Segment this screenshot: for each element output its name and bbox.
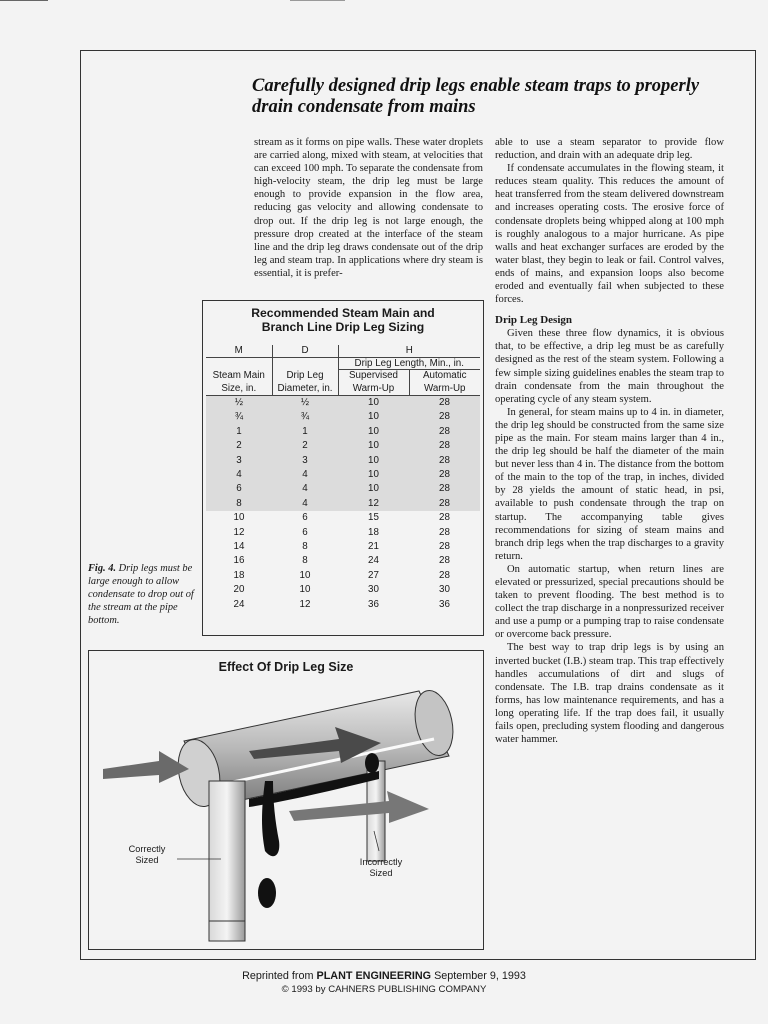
page-edge-rule-2 [290, 0, 345, 1]
body-column-right [495, 136, 724, 746]
steam-flow-arrow-right [289, 791, 429, 823]
table-row: 10 6 15 28 [233, 512, 450, 524]
table-letter-row [206, 345, 480, 358]
drip-leg-length-header: Drip Leg Length, Min., in. [338, 358, 480, 370]
table-title [203, 306, 483, 334]
header-cell: Steam Main [212, 369, 265, 381]
table-row: 8 4 12 28 [206, 497, 480, 511]
copyright-line: © 1993 by CAHNERS PUBLISHING COMPANY [281, 984, 487, 995]
header-cell: Supervised [338, 370, 409, 383]
reprint-credit [0, 970, 768, 982]
figure-caption [88, 562, 198, 627]
header-cell: Warm-Up [338, 382, 409, 396]
body-paragraph: If condensate accumulates in the flowing steam, it reduces steam quality. This reduces the amount of heat transferred from the steam delivered downstream and increases operating costs. The erosive force of condensate droplets being whipped along at 100 mph is roughly analogous to a major hurricane. As pipe walls and heat exchanger surfaces are eroded by the water blast, they begin to leak or fail. Control valves, ends of mains, and expansion loops also become eroded and eventually fail when subjected to these forces. [495, 163, 724, 306]
page-edge-rule [0, 0, 48, 1]
figure-number: Fig. 4. [88, 563, 117, 574]
steam-flow-arrow-left [103, 751, 189, 783]
header-cell: Warm-Up [409, 382, 480, 396]
body-paragraph: The best way to trap drip legs is by using an inverted bucket (I.B.) steam trap. This trap effectively handles accumulations of dirt and slugs of condensate. The I.B. trap drains condensate as it forms, has low maintenance requirements, and has a long operating life. If the trap does fail, it usually fails open, precluding system flooding and dangerous water hammer. [495, 642, 724, 746]
table-row: 6 4 10 28 [206, 482, 480, 496]
table-title-line2: Branch Line Drip Leg Sizing [261, 320, 425, 334]
table-row: 20 10 30 30 [233, 584, 450, 596]
table-row: 3 3 10 28 [206, 454, 480, 468]
header-cell: Drip Leg [272, 370, 338, 383]
table-row: 14 8 21 28 [233, 541, 450, 553]
table-header-row [206, 370, 480, 383]
table-row: 1 1 10 28 [206, 425, 480, 439]
body-paragraph: Given these three flow dynamics, it is obvious that, to be effective, a drip leg must be as carefully designed as the rest of the steam system. Following a few simple sizing guidelines enables the steam trap to drain condensate from the main throughout the operating cycle of any steam system. [495, 328, 724, 405]
drip-leg-figure [88, 650, 484, 950]
body-paragraph: stream as it forms on pipe walls. These water droplets are carried along, mixed with steam, at velocities that can exceed 100 mph. To separate the condensate from high-velocity steam, the drip leg must be large enough to provide expansion in the flow area, reducing gas velocity and allowing condensate to drop out. If the drip leg is not large enough, the pressure drop created at the interface of the steam line and the drip leg draws condensate out of the drip leg and steam trap. In applications where dry steam is essential, it is prefer- [254, 137, 483, 279]
body-paragraph: able to use a steam separator to provide flow reduction, and drain with an adequate drip leg. [495, 137, 724, 162]
section-heading: Drip Leg Design [495, 314, 572, 327]
reprint-prefix: Reprinted from [242, 970, 314, 982]
publication-date: September 9, 1993 [434, 970, 526, 982]
col-letter: D [272, 345, 338, 358]
header-cell: Size, in. [206, 382, 272, 396]
table-title-line1: Recommended Steam Main and [251, 306, 435, 320]
figure-caption-text: Drip legs must be large enough to allow condensate to drop out of the stream at the pipe bottom. [88, 563, 194, 626]
table-row: ¾ ¾ 10 28 [206, 410, 480, 424]
header-cell: Diameter, in. [272, 382, 338, 396]
table-header-row [206, 382, 480, 396]
table-span-row [206, 358, 480, 370]
table-row: 4 4 10 28 [206, 468, 480, 482]
table-row: 24 12 36 36 [233, 598, 450, 610]
table-row: ½ ½ 10 28 [206, 396, 480, 411]
table-row: 12 6 18 28 [233, 526, 450, 538]
col-letter: H [338, 345, 480, 358]
label-incorrectly-sized: Incorrectly Sized [359, 857, 403, 878]
drip-leg-illustration [89, 651, 483, 949]
table-row: 2 2 10 28 [206, 439, 480, 453]
header-cell: Automatic [409, 370, 480, 383]
publication-name: PLANT ENGINEERING [316, 970, 432, 982]
article-title: Carefully designed drip legs enable steam traps to properly drain condensate from mains [252, 76, 700, 117]
correct-drip-leg [209, 781, 245, 941]
sizing-table-box [202, 300, 484, 636]
table-row: 16 8 24 28 [233, 555, 450, 567]
col-letter: M [206, 345, 272, 358]
body-paragraph: In general, for steam mains up to 4 in. in diameter, the drip leg should be constructed from the same size pipe as the main. For steam mains larger than 4 in., the drip leg should be half the diameter of the main but never less than 4 in. The distance from the bottom of the main to the top of the trap, in inches, divided by 28 yields the amount of static head, in psi, available to push condensate through the trap on startup. The accompanying table gives recommendations for sizing of steam mains and branch drip legs when the trap discharges to a gravity return. [495, 406, 724, 562]
body-paragraph: On automatic startup, when return lines are elevated or pressurized, special precautions should be taken to prevent flooding. The best method is to collect the trap discharge in a nonpressurized receiver and use a pump or a pumping trap to raise condensate or overcome back pressure. [495, 563, 724, 641]
figure-title: Effect Of Drip Leg Size [218, 660, 354, 674]
label-correctly-sized: Correctly Sized [128, 844, 166, 865]
table-row: 18 10 27 28 [233, 569, 450, 581]
body-column-left [254, 136, 483, 280]
sizing-table [206, 345, 480, 612]
